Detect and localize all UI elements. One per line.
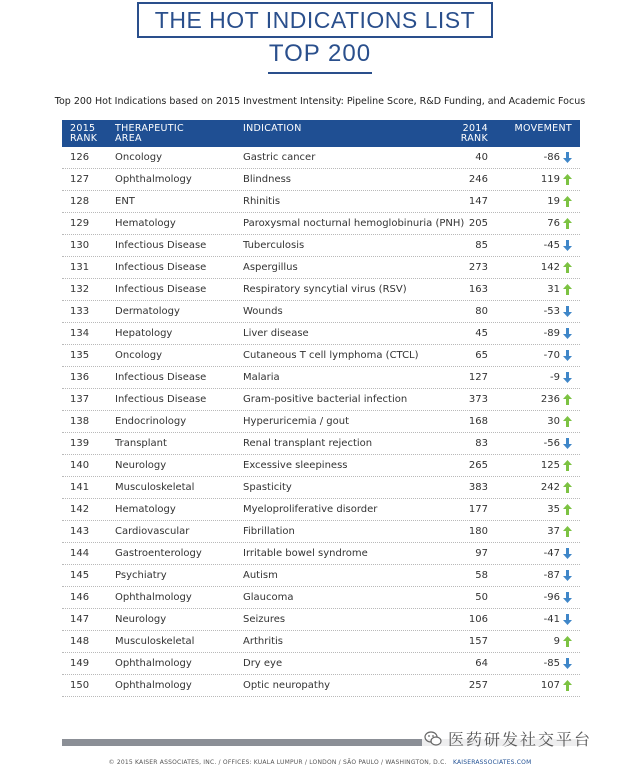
cell-therapeutic-area: Hepatology <box>115 328 173 339</box>
cell-movement: 125 <box>540 460 560 471</box>
title-box <box>137 2 493 38</box>
cell-indication: Dry eye <box>243 658 283 669</box>
cell-2015-rank: 136 <box>70 372 90 383</box>
table-row <box>62 257 580 279</box>
arrow-down-icon <box>563 372 572 383</box>
arrow-up-icon <box>563 196 572 207</box>
cell-2015-rank: 145 <box>70 570 90 581</box>
cell-2014-rank: 180 <box>468 526 488 537</box>
cell-2015-rank: 143 <box>70 526 90 537</box>
cell-2014-rank: 163 <box>468 284 488 295</box>
cell-movement: 35 <box>547 504 560 515</box>
cell-movement: -41 <box>543 614 560 625</box>
table-row <box>62 653 580 675</box>
cell-movement: -86 <box>543 152 560 163</box>
cell-indication: Respiratory syncytial virus (RSV) <box>243 284 407 295</box>
cell-therapeutic-area: Hematology <box>115 504 176 515</box>
watermark <box>422 727 594 750</box>
cell-movement: -45 <box>543 240 560 251</box>
table-row <box>62 433 580 455</box>
cell-2014-rank: 373 <box>468 394 488 405</box>
cell-2015-rank: 148 <box>70 636 90 647</box>
arrow-up-icon <box>563 526 572 537</box>
cell-2014-rank: 58 <box>475 570 488 581</box>
cell-indication: Malaria <box>243 372 280 383</box>
table-row <box>62 499 580 521</box>
table-row <box>62 213 580 235</box>
table-row <box>62 323 580 345</box>
cell-movement: -85 <box>543 658 560 669</box>
cell-movement: -9 <box>550 372 560 383</box>
cell-2014-rank: 168 <box>468 416 488 427</box>
cell-indication: Myeloproliferative disorder <box>243 504 378 515</box>
cell-therapeutic-area: Cardiovascular <box>115 526 190 537</box>
wechat-icon <box>424 731 442 747</box>
cell-movement: 142 <box>540 262 560 273</box>
cell-indication: Blindness <box>243 174 292 185</box>
table-header <box>62 120 580 147</box>
cell-2014-rank: 40 <box>475 152 488 163</box>
arrow-up-icon <box>563 482 572 493</box>
col-header-indication: INDICATION <box>243 123 302 134</box>
cell-therapeutic-area: Ophthalmology <box>115 658 192 669</box>
cell-indication: Gram-positive bacterial infection <box>243 394 408 405</box>
cell-movement: -70 <box>543 350 560 361</box>
arrow-down-icon <box>563 570 572 581</box>
cell-indication: Glaucoma <box>243 592 294 603</box>
cell-2014-rank: 80 <box>475 306 488 317</box>
cell-2014-rank: 273 <box>468 262 488 273</box>
footer-website-link[interactable]: KAISERASSOCIATES.COM <box>452 759 532 766</box>
arrow-up-icon <box>563 636 572 647</box>
cell-2014-rank: 127 <box>468 372 488 383</box>
table-row <box>62 235 580 257</box>
arrow-down-icon <box>563 350 572 361</box>
table-row <box>62 389 580 411</box>
cell-2014-rank: 45 <box>475 328 488 339</box>
cell-indication: Tuberculosis <box>243 240 305 251</box>
table-caption: Top 200 Hot Indications based on 2015 Investment Intensity: Pipeline Score, R&D Funding, and Academic Focus <box>54 96 586 107</box>
cell-indication: Aspergillus <box>243 262 298 273</box>
table-row <box>62 279 580 301</box>
cell-therapeutic-area: Infectious Disease <box>115 372 207 383</box>
arrow-down-icon <box>563 152 572 163</box>
cell-2014-rank: 157 <box>468 636 488 647</box>
table-row <box>62 609 580 631</box>
table-row <box>62 521 580 543</box>
cell-2015-rank: 150 <box>70 680 90 691</box>
cell-2015-rank: 131 <box>70 262 90 273</box>
cell-movement: 76 <box>547 218 560 229</box>
cell-indication: Liver disease <box>243 328 309 339</box>
cell-therapeutic-area: Ophthalmology <box>115 174 192 185</box>
footer <box>0 759 640 766</box>
table-row <box>62 147 580 169</box>
cell-2015-rank: 133 <box>70 306 90 317</box>
table-row <box>62 565 580 587</box>
cell-therapeutic-area: Oncology <box>115 152 162 163</box>
table-row <box>62 631 580 653</box>
cell-indication: Rhinitis <box>243 196 281 207</box>
cell-2015-rank: 128 <box>70 196 90 207</box>
table-row <box>62 543 580 565</box>
cell-therapeutic-area: Gastroenterology <box>115 548 202 559</box>
arrow-down-icon <box>563 614 572 625</box>
table-row <box>62 675 580 697</box>
cell-therapeutic-area: Infectious Disease <box>115 394 207 405</box>
cell-movement: -96 <box>543 592 560 603</box>
cell-2015-rank: 130 <box>70 240 90 251</box>
cell-indication: Renal transplant rejection <box>243 438 373 449</box>
cell-2015-rank: 127 <box>70 174 90 185</box>
cell-movement: 37 <box>547 526 560 537</box>
cell-movement: 107 <box>540 680 560 691</box>
cell-2015-rank: 149 <box>70 658 90 669</box>
cell-2015-rank: 139 <box>70 438 90 449</box>
arrow-up-icon <box>563 218 572 229</box>
cell-2014-rank: 265 <box>468 460 488 471</box>
arrow-down-icon <box>563 658 572 669</box>
cell-therapeutic-area: Neurology <box>115 614 167 625</box>
cell-therapeutic-area: Infectious Disease <box>115 284 207 295</box>
cell-therapeutic-area: ENT <box>115 196 135 207</box>
arrow-up-icon <box>563 416 572 427</box>
table-row <box>62 455 580 477</box>
arrow-up-icon <box>563 680 572 691</box>
arrow-up-icon <box>563 504 572 515</box>
cell-indication: Seizures <box>243 614 286 625</box>
cell-therapeutic-area: Psychiatry <box>115 570 167 581</box>
cell-movement: 19 <box>547 196 560 207</box>
cell-therapeutic-area: Musculoskeletal <box>115 636 195 647</box>
arrow-down-icon <box>563 548 572 559</box>
cell-therapeutic-area: Infectious Disease <box>115 240 207 251</box>
table-row <box>62 301 580 323</box>
arrow-down-icon <box>563 328 572 339</box>
cell-2015-rank: 132 <box>70 284 90 295</box>
cell-therapeutic-area: Transplant <box>115 438 167 449</box>
cell-movement: 119 <box>540 174 560 185</box>
cell-2014-rank: 147 <box>468 196 488 207</box>
cell-2014-rank: 85 <box>475 240 488 251</box>
cell-2015-rank: 140 <box>70 460 90 471</box>
cell-2015-rank: 126 <box>70 152 90 163</box>
col-header-movement: MOVEMENT <box>514 123 572 134</box>
cell-indication: Fibrillation <box>243 526 295 537</box>
col-header-2014-rank: 2014 RANK <box>460 123 488 144</box>
cell-indication: Paroxysmal nocturnal hemoglobinuria (PNH) <box>243 218 465 229</box>
arrow-up-icon <box>563 394 572 405</box>
cell-movement: 242 <box>540 482 560 493</box>
cell-movement: -87 <box>543 570 560 581</box>
cell-2015-rank: 146 <box>70 592 90 603</box>
cell-therapeutic-area: Endocrinology <box>115 416 187 427</box>
page-subtitle: TOP 200 <box>268 40 372 67</box>
cell-indication: Excessive sleepiness <box>243 460 348 471</box>
cell-2014-rank: 205 <box>468 218 488 229</box>
cell-indication: Hyperuricemia / gout <box>243 416 350 427</box>
cell-2015-rank: 144 <box>70 548 90 559</box>
subtitle-underline <box>268 72 372 74</box>
cell-2015-rank: 138 <box>70 416 90 427</box>
cell-therapeutic-area: Neurology <box>115 460 167 471</box>
cell-2015-rank: 137 <box>70 394 90 405</box>
cell-therapeutic-area: Oncology <box>115 350 162 361</box>
cell-movement: 30 <box>547 416 560 427</box>
cell-therapeutic-area: Infectious Disease <box>115 262 207 273</box>
cell-indication: Arthritis <box>243 636 284 647</box>
cell-movement: -89 <box>543 328 560 339</box>
cell-2015-rank: 141 <box>70 482 90 493</box>
arrow-up-icon <box>563 284 572 295</box>
cell-2014-rank: 83 <box>475 438 488 449</box>
table-row <box>62 411 580 433</box>
cell-therapeutic-area: Hematology <box>115 218 176 229</box>
cell-2014-rank: 64 <box>475 658 488 669</box>
cell-indication: Gastric cancer <box>243 152 316 163</box>
cell-movement: -53 <box>543 306 560 317</box>
table-row <box>62 169 580 191</box>
cell-therapeutic-area: Ophthalmology <box>115 680 192 691</box>
cell-indication: Spasticity <box>243 482 292 493</box>
cell-indication: Optic neuropathy <box>243 680 331 691</box>
arrow-down-icon <box>563 240 572 251</box>
table-body <box>62 147 580 697</box>
footer-copyright: © 2015 KAISER ASSOCIATES, INC. / OFFICES: KUALA LUMPUR / LONDON / SÃO PAULO / WASHINGTON, D.C. <box>108 759 447 766</box>
page-title: THE HOT INDICATIONS LIST <box>154 6 476 33</box>
table-row <box>62 191 580 213</box>
table-row <box>62 587 580 609</box>
col-header-therapeutic-area: THERAPEUTIC AREA <box>115 123 184 144</box>
arrow-up-icon <box>563 460 572 471</box>
table-row <box>62 477 580 499</box>
cell-therapeutic-area: Dermatology <box>115 306 180 317</box>
cell-2014-rank: 257 <box>468 680 488 691</box>
arrow-down-icon <box>563 306 572 317</box>
table-row <box>62 345 580 367</box>
cell-2014-rank: 383 <box>468 482 488 493</box>
cell-indication: Wounds <box>243 306 283 317</box>
cell-therapeutic-area: Ophthalmology <box>115 592 192 603</box>
cell-2015-rank: 135 <box>70 350 90 361</box>
arrow-down-icon <box>563 438 572 449</box>
cell-2014-rank: 246 <box>468 174 488 185</box>
cell-indication: Autism <box>243 570 278 581</box>
hot-indications-table <box>62 120 580 697</box>
cell-indication: Cutaneous T cell lymphoma (CTCL) <box>243 350 419 361</box>
arrow-up-icon <box>563 262 572 273</box>
table-row <box>62 367 580 389</box>
arrow-down-icon <box>563 592 572 603</box>
cell-movement: -56 <box>543 438 560 449</box>
cell-indication: Irritable bowel syndrome <box>243 548 368 559</box>
cell-2014-rank: 177 <box>468 504 488 515</box>
cell-therapeutic-area: Musculoskeletal <box>115 482 195 493</box>
cell-movement: 9 <box>553 636 560 647</box>
arrow-up-icon <box>563 174 572 185</box>
cell-2015-rank: 147 <box>70 614 90 625</box>
cell-movement: 31 <box>547 284 560 295</box>
cell-2015-rank: 142 <box>70 504 90 515</box>
cell-movement: -47 <box>543 548 560 559</box>
cell-2015-rank: 134 <box>70 328 90 339</box>
watermark-text: 医药研发社交平台 <box>448 730 593 749</box>
cell-2014-rank: 50 <box>475 592 488 603</box>
cell-2014-rank: 97 <box>475 548 488 559</box>
cell-2014-rank: 65 <box>475 350 488 361</box>
col-header-2015-rank: 2015 RANK <box>70 123 98 144</box>
cell-movement: 236 <box>540 394 560 405</box>
cell-2014-rank: 106 <box>468 614 488 625</box>
cell-2015-rank: 129 <box>70 218 90 229</box>
